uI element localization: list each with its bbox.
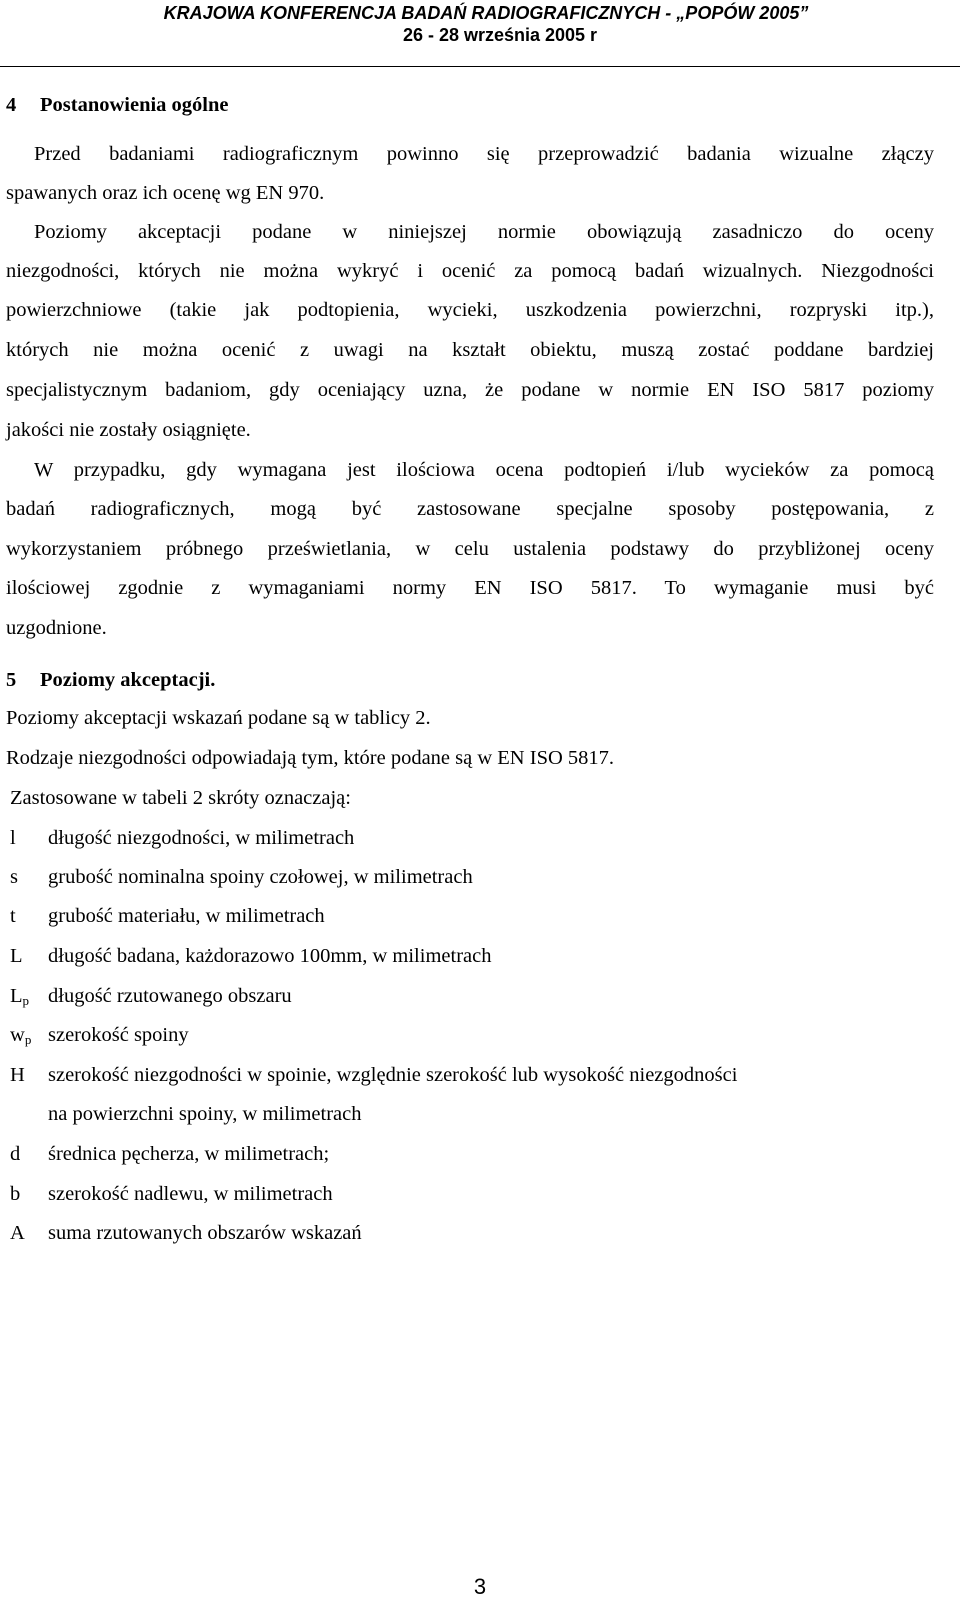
- abbreviation-item: [10, 1023, 189, 1052]
- abbreviation-symbol: b: [10, 1183, 21, 1205]
- paragraph-line: Zastosowane w tabeli 2 skróty oznaczają:: [10, 787, 351, 809]
- abbreviation-item: [10, 984, 292, 1013]
- abbreviation-item: [10, 1063, 737, 1092]
- paragraph-line: Przed badaniami radiograficznym powinno się przeprowadzić badania wizualne złączy: [34, 143, 934, 165]
- paragraph-line: jakości nie zostały osiągnięte.: [6, 419, 251, 441]
- paragraph-line: wykorzystaniem próbnego prześwietlania, w celu ustalenia podstawy do przybliżonej oceny: [6, 538, 934, 560]
- abbreviation-item: [10, 1182, 333, 1211]
- paragraph-line: powierzchniowe (takie jak podtopienia, wycieki, uszkodzenia powierzchni, rozpryski itp.),: [6, 299, 934, 321]
- abbreviation-description: grubość materiału, w milimetrach: [48, 905, 325, 927]
- abbreviation-description: długość badana, każdorazowo 100mm, w milimetrach: [48, 945, 492, 967]
- abbreviation-item: [10, 1221, 362, 1250]
- conference-title: KRAJOWA KONFERENCJA BADAŃ RADIOGRAFICZNYCH - „POPÓW 2005”: [163, 3, 809, 23]
- abbreviation-symbol: $L_p$: [10, 985, 30, 1008]
- section-5-heading: [6, 668, 215, 692]
- paragraph-line: spawanych oraz ich ocenę wg EN 970.: [6, 182, 325, 204]
- abbreviation-description: długość rzutowanego obszaru: [48, 985, 292, 1007]
- abbreviation-symbol: l: [10, 827, 16, 849]
- page-header: [0, 0, 960, 67]
- abbreviation-description: suma rzutowanych obszarów wskazań: [48, 1222, 362, 1244]
- abbreviation-description: szerokość niezgodności w spoinie, względnie szerokość lub wysokość niezgodności: [48, 1064, 738, 1086]
- paragraph-line: których nie można ocenić z uwagi na kształt obiektu, muszą zostać poddane bardziej: [6, 339, 934, 361]
- section-number: 4: [6, 94, 17, 116]
- abbreviation-symbol: t: [10, 905, 16, 927]
- paragraph-line: Poziomy akceptacji wskazań podane są w tablicy 2.: [6, 707, 431, 729]
- abbreviation-item: [10, 1102, 362, 1126]
- abbreviation-item: [10, 826, 354, 855]
- abbreviation-symbol: d: [10, 1143, 21, 1165]
- abbreviation-description: szerokość spoiny: [48, 1024, 189, 1046]
- paragraph-line: specjalistycznym badaniom, gdy oceniający uzna, że podane w normie EN ISO 5817 poziomy: [6, 379, 934, 401]
- abbreviation-description: szerokość nadlewu, w milimetrach: [48, 1183, 333, 1205]
- section-title: Postanowienia ogólne: [40, 94, 229, 116]
- abbreviation-description: długość niezgodności, w milimetrach: [48, 827, 355, 849]
- paragraph-line: W przypadku, gdy wymagana jest ilościowa ocena podtopień i/lub wycieków za pomocą: [34, 459, 934, 481]
- abbreviation-symbol: L: [10, 945, 23, 967]
- paragraph-line: badań radiograficznych, mogą być zastosowane specjalne sposoby postępowania, z: [6, 498, 934, 520]
- paragraph-line: Rodzaje niezgodności odpowiadają tym, które podane są w EN ISO 5817.: [6, 747, 615, 769]
- section-4-heading: [6, 93, 229, 117]
- abbreviation-symbol: $w_p$: [10, 1024, 32, 1047]
- abbreviation-item: [10, 944, 491, 973]
- abbreviation-item: [10, 904, 325, 933]
- paragraph-line: ilościowej zgodnie z wymaganiami normy EN ISO 5817. To wymaganie musi być: [6, 577, 934, 599]
- abbreviation-description: na powierzchni spoiny, w milimetrach: [48, 1103, 362, 1125]
- paragraph-line: uzgodnione.: [6, 617, 107, 639]
- section-title: Poziomy akceptacji.: [40, 669, 216, 691]
- abbreviation-symbol: H: [10, 1064, 25, 1086]
- page-number: 3: [473, 1574, 487, 1599]
- conference-dates: 26 - 28 września 2005 r: [402, 25, 598, 45]
- paragraph-line: niezgodności, których nie można wykryć i ocenić za pomocą badań wizualnych. Niezgodności: [6, 260, 934, 282]
- paragraph-line: Poziomy akceptacji podane w niniejszej normie obowiązują zasadniczo do oceny: [34, 221, 934, 243]
- abbreviation-symbol: A: [10, 1222, 25, 1244]
- abbreviation-description: grubość nominalna spoiny czołowej, w milimetrach: [48, 866, 473, 888]
- abbreviation-item: [10, 865, 473, 894]
- abbreviation-item: [10, 1142, 329, 1171]
- section-number: 5: [6, 669, 17, 691]
- abbreviation-symbol: s: [10, 866, 18, 888]
- abbreviation-description: średnica pęcherza, w milimetrach;: [48, 1143, 330, 1165]
